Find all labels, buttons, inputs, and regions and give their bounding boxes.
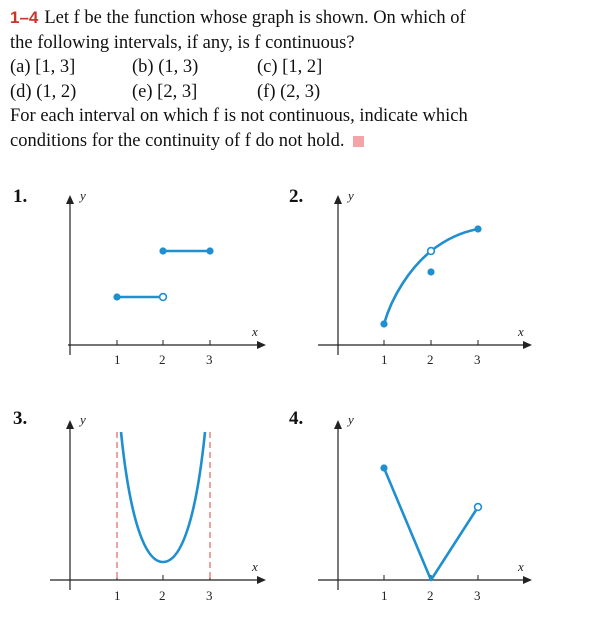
graph-1-y-label: y: [80, 188, 86, 203]
graph-4-x-label: x: [518, 559, 524, 574]
graph-1-tick-3: 3: [206, 352, 213, 367]
option-b: (b) (1, 3): [132, 57, 199, 77]
graph-4-label: 4.: [289, 408, 304, 429]
graph-3-tick-2: 2: [159, 588, 166, 603]
graph-4-closed-dot: [380, 464, 387, 471]
graph-2-y-label: y: [348, 188, 354, 203]
graph-3-y-label: y: [80, 412, 86, 427]
graph-1-tick-2: 2: [159, 352, 166, 367]
option-d: (d) (1, 2): [10, 81, 77, 102]
graph-1-tick-1: 1: [114, 352, 121, 367]
graph-2-label: 2.: [289, 186, 304, 207]
graph-1-label: 1.: [13, 186, 28, 207]
graph-3-tick-3: 3: [206, 588, 213, 603]
graph-3-x-label: x: [252, 559, 258, 574]
graph-2-x-label: x: [518, 324, 524, 339]
graph-4-tick-1: 1: [381, 588, 388, 603]
option-a: (a) [1, 3]: [10, 57, 76, 77]
option-f: (f) (2, 3): [257, 81, 321, 102]
option-e: (e) [2, 3]: [132, 81, 198, 102]
graph-1-x-label: x: [252, 324, 258, 339]
problem-line-2: the following intervals, if any, is f continuous?: [10, 32, 355, 53]
option-c: (c) [1, 2]: [257, 57, 323, 77]
graph-2-tick-2: 2: [427, 352, 434, 367]
graph-2-tick-1: 1: [381, 352, 388, 367]
problem-line-5: For each interval on which f is not continuous, indicate which: [10, 106, 468, 126]
graph-4-tick-3: 3: [474, 588, 481, 603]
problem-number: 1–4: [10, 8, 39, 27]
graph-4-tick-2: 2: [427, 588, 434, 603]
problem-line-1: Let f be the function whose graph is shown. On which of: [44, 8, 466, 28]
graph-3-tick-1: 1: [114, 588, 121, 603]
graph-4-v-curve: [384, 468, 478, 580]
graph-3-label: 3.: [13, 408, 28, 429]
graph-2-tick-3: 3: [474, 352, 481, 367]
problem-line-6: conditions for the continuity of f do not hold.: [10, 130, 345, 151]
graph-4-open-dot: [475, 504, 482, 511]
graph-4-y-label: y: [348, 412, 354, 427]
